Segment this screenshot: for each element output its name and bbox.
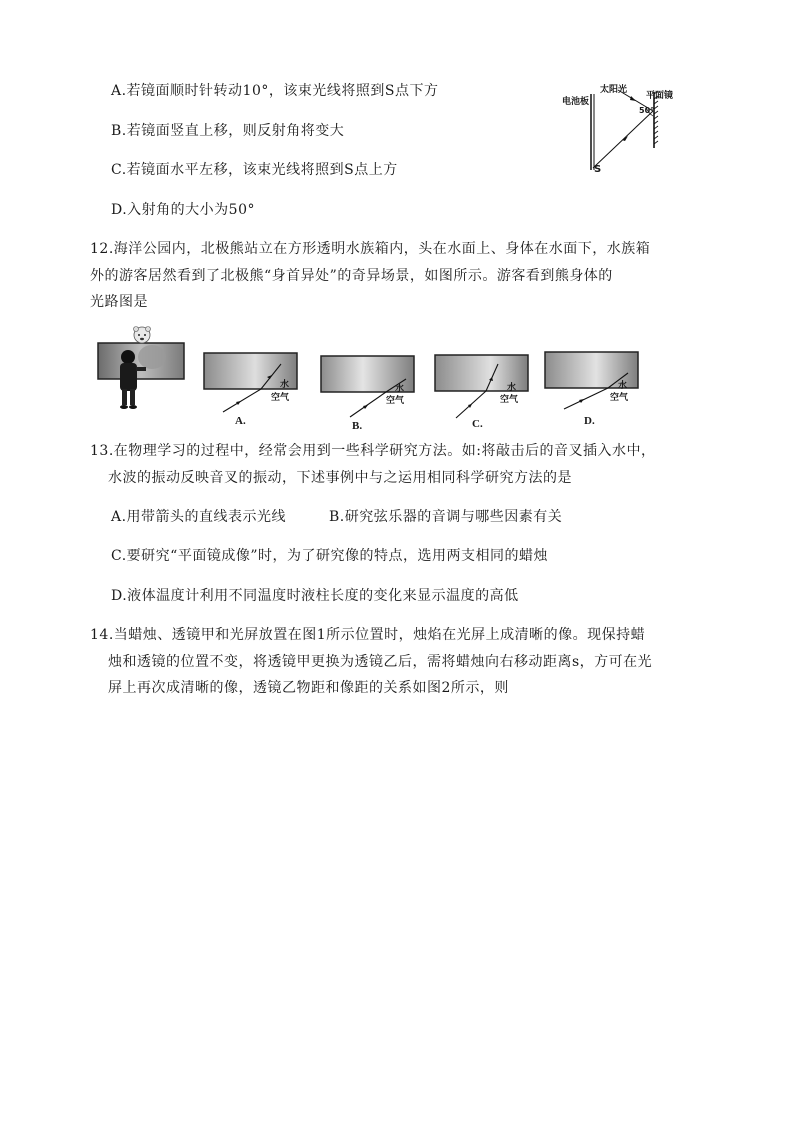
q12-panel-c [434, 354, 530, 434]
q12-d-water-label: 水 [618, 381, 628, 391]
q13-option-d: D.液体温度计利用不同温度时液柱长度的变化来显示温度的高低 [111, 588, 519, 604]
q13-option-a: A.用带箭头的直线表示光线 [111, 509, 287, 525]
q12-b-label: B. [352, 420, 363, 432]
q12-a-label: A. [235, 415, 246, 427]
q12-b-water-label: 水 [395, 384, 405, 394]
q12-panel-d [544, 351, 640, 431]
q11-option-d: D.入射角的大小为50° [111, 202, 255, 218]
q14-line-2: 烛和透镜的位置不变，将透镜甲更换为透镜乙后，需将蜡烛向右移动距离s，方可在光 [108, 654, 653, 670]
polar-bear-tank-photo [96, 325, 186, 413]
q13-line-1: 13.在物理学习的过程中，经常会用到一些科学研究方法。如:将敲击后的音叉插入水中， [90, 443, 656, 459]
q12-d-air-label: 空气 [610, 393, 629, 403]
q12-a-air-label: 空气 [271, 393, 290, 403]
angle-label: 50° [639, 106, 655, 115]
q11-mirror-figure [560, 80, 680, 176]
q13-option-b: B.研究弦乐器的音调与哪些因素有关 [329, 509, 563, 525]
q13-line-2: 水波的振动反映音叉的振动，下述事例中与之运用相同科学研究方法的是 [108, 470, 572, 486]
tank-illustration [96, 325, 186, 413]
point-s-label: S [594, 164, 602, 175]
q13-option-c: C.要研究“平面镜成像”时，为了研究像的特点，选用两支相同的蜡烛 [111, 548, 548, 564]
q12-c-label: C. [472, 418, 483, 430]
q14-line-3: 屏上再次成清晰的像，透镜乙物距和像距的关系如图2所示，则 [108, 680, 509, 696]
q14-line-1: 14.当蜡烛、透镜甲和光屏放置在图1所示位置时，烛焰在光屏上成清晰的像。现保持蜡 [90, 627, 646, 643]
q12-line-2: 外的游客居然看到了北极熊“身首异处”的奇异场景，如图所示。游客看到熊身体的 [90, 268, 613, 284]
q11-option-c: C.若镜面水平左移，该束光线将照到S点上方 [111, 162, 398, 178]
mirror-label: 平面镜 [646, 91, 674, 101]
q12-line-1: 12.海洋公园内，北极熊站立在方形透明水族箱内，头在水面上、身体在水面下，水族箱 [90, 241, 651, 257]
q12-b-air-label: 空气 [386, 396, 405, 406]
q12-line-3: 光路图是 [90, 294, 148, 310]
sunlight-label: 太阳光 [600, 85, 628, 95]
q12-d-label: D. [584, 415, 595, 427]
q12-panel-b [320, 355, 416, 435]
q12-c-water-label: 水 [507, 383, 517, 393]
battery-panel-label: 电池板 [562, 97, 590, 107]
q12-panel-a [203, 352, 299, 432]
q12-c-air-label: 空气 [500, 395, 519, 405]
q11-option-b: B.若镜面竖直上移，则反射角将变大 [111, 123, 345, 139]
q12-a-water-label: 水 [280, 380, 290, 390]
q11-option-a: A.若镜面顺时针转动10°，该束光线将照到S点下方 [111, 83, 439, 99]
